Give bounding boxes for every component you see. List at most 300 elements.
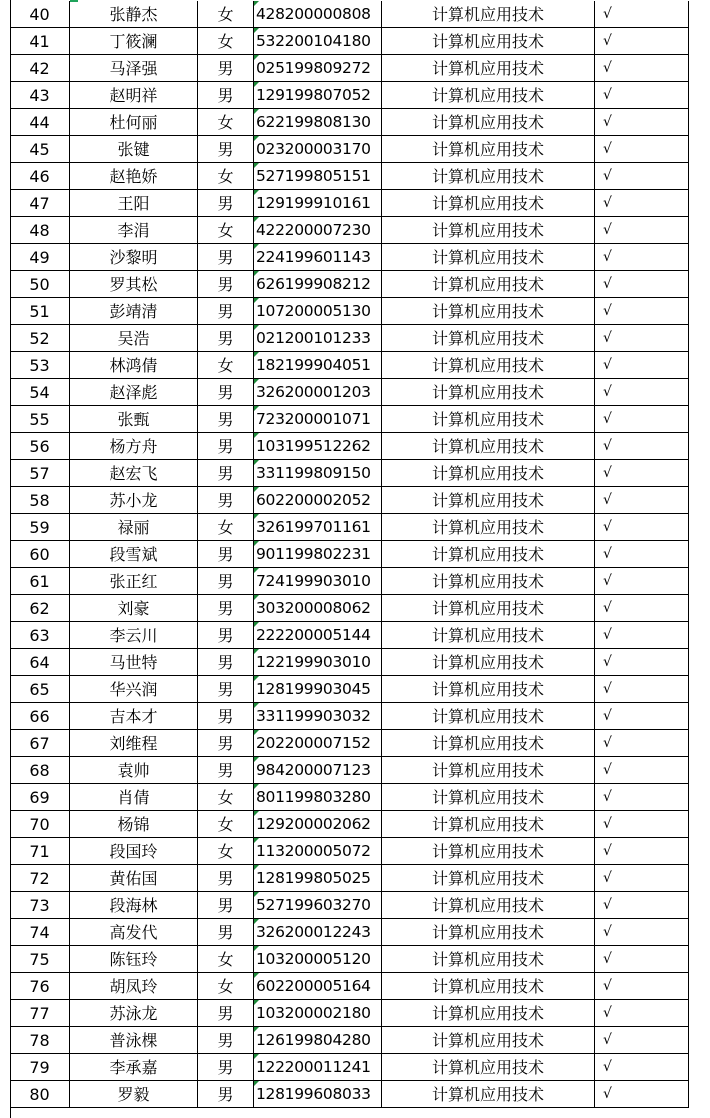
name-cell[interactable]: 肖倩: [70, 784, 198, 811]
table-row: [0, 865, 710, 892]
table-row: [0, 568, 710, 595]
text-format-indicator-icon: [254, 55, 259, 60]
name-cell[interactable]: 袁帅: [70, 757, 198, 784]
name-cell[interactable]: 彭靖清: [70, 298, 198, 325]
id-number-cell[interactable]: 202200007152: [254, 730, 382, 757]
id-number-cell[interactable]: 023200003170: [254, 136, 382, 163]
major-cell[interactable]: 计算机应用技术: [382, 838, 595, 865]
major-cell[interactable]: 计算机应用技术: [382, 55, 595, 82]
major-cell[interactable]: 计算机应用技术: [382, 1054, 595, 1081]
checkmark-cell[interactable]: √: [595, 919, 689, 946]
name-cell[interactable]: 张正红: [70, 568, 198, 595]
checkmark-cell[interactable]: √: [595, 433, 689, 460]
checkmark-cell[interactable]: √: [595, 1054, 689, 1081]
gender-cell[interactable]: 女: [198, 217, 254, 244]
table-row: [0, 919, 710, 946]
table-row: [0, 622, 710, 649]
text-format-indicator-icon: [254, 730, 259, 735]
checkmark-cell[interactable]: √: [595, 1000, 689, 1027]
major-cell[interactable]: 计算机应用技术: [382, 973, 595, 1000]
gender-cell[interactable]: 女: [198, 109, 254, 136]
name-cell[interactable]: 吴浩: [70, 325, 198, 352]
id-number-cell[interactable]: 129199910161: [254, 190, 382, 217]
text-format-indicator-icon: [254, 838, 259, 843]
row-number-cell[interactable]: 67: [10, 730, 70, 757]
row-number-cell[interactable]: 53: [10, 352, 70, 379]
name-cell[interactable]: 马泽强: [70, 55, 198, 82]
checkmark-cell[interactable]: √: [595, 406, 689, 433]
table-row: [0, 82, 710, 109]
table-row: [0, 217, 710, 244]
gender-cell[interactable]: 男: [198, 325, 254, 352]
checkmark-cell[interactable]: √: [595, 757, 689, 784]
checkmark-cell[interactable]: √: [595, 379, 689, 406]
checkmark-cell[interactable]: √: [595, 946, 689, 973]
major-cell[interactable]: 计算机应用技术: [382, 352, 595, 379]
table-row: [0, 811, 710, 838]
name-cell[interactable]: 赵宏飞: [70, 460, 198, 487]
major-cell[interactable]: 计算机应用技术: [382, 406, 595, 433]
major-cell[interactable]: 计算机应用技术: [382, 676, 595, 703]
gender-cell[interactable]: 男: [198, 919, 254, 946]
row-number-cell[interactable]: 63: [10, 622, 70, 649]
id-number-cell[interactable]: 527199603270: [254, 892, 382, 919]
checkmark-cell[interactable]: √: [595, 298, 689, 325]
table-row: [0, 946, 710, 973]
row-number-cell[interactable]: 66: [10, 703, 70, 730]
row-number-cell[interactable]: 76: [10, 973, 70, 1000]
id-number-cell[interactable]: 129199807052: [254, 82, 382, 109]
row-number-cell[interactable]: 77: [10, 1000, 70, 1027]
table-row: [0, 271, 710, 298]
name-cell[interactable]: 丁筱澜: [70, 28, 198, 55]
id-number-cell[interactable]: 126199804280: [254, 1027, 382, 1054]
row-number-cell[interactable]: 58: [10, 487, 70, 514]
id-number-cell[interactable]: 122199903010: [254, 649, 382, 676]
gender-cell[interactable]: 女: [198, 28, 254, 55]
table-row: [0, 487, 710, 514]
id-number-cell[interactable]: 622199808130: [254, 109, 382, 136]
id-number-cell[interactable]: 103200002180: [254, 1000, 382, 1027]
name-cell[interactable]: 刘维程: [70, 730, 198, 757]
gender-cell[interactable]: 女: [198, 514, 254, 541]
major-cell[interactable]: 计算机应用技术: [382, 946, 595, 973]
major-cell[interactable]: 计算机应用技术: [382, 730, 595, 757]
table-row: [0, 595, 710, 622]
name-cell[interactable]: 罗其松: [70, 271, 198, 298]
name-cell[interactable]: 马世特: [70, 649, 198, 676]
table-row: [0, 190, 710, 217]
id-number-cell[interactable]: 129200002062: [254, 811, 382, 838]
checkmark-cell[interactable]: √: [595, 1, 689, 28]
checkmark-cell[interactable]: √: [595, 514, 689, 541]
table-row: [0, 1, 710, 28]
text-format-indicator-icon: [254, 514, 259, 519]
row-number-cell[interactable]: 71: [10, 838, 70, 865]
name-cell[interactable]: 高发代: [70, 919, 198, 946]
gender-cell[interactable]: 男: [198, 703, 254, 730]
major-cell[interactable]: 计算机应用技术: [382, 1081, 595, 1108]
id-number-cell[interactable]: 224199601143: [254, 244, 382, 271]
gender-cell[interactable]: 男: [198, 82, 254, 109]
row-number-cell[interactable]: 68: [10, 757, 70, 784]
gender-cell[interactable]: 男: [198, 892, 254, 919]
gender-cell[interactable]: 男: [198, 136, 254, 163]
checkmark-cell[interactable]: √: [595, 622, 689, 649]
gender-cell[interactable]: 男: [198, 622, 254, 649]
name-cell[interactable]: 胡凤玲: [70, 973, 198, 1000]
checkmark-cell[interactable]: √: [595, 811, 689, 838]
id-number-cell[interactable]: 527199805151: [254, 163, 382, 190]
name-cell[interactable]: 苏小龙: [70, 487, 198, 514]
major-cell[interactable]: 计算机应用技术: [382, 379, 595, 406]
checkmark-cell[interactable]: √: [595, 676, 689, 703]
row-number-cell[interactable]: 55: [10, 406, 70, 433]
gender-cell[interactable]: 男: [198, 649, 254, 676]
id-number-cell[interactable]: 602200002052: [254, 487, 382, 514]
major-cell[interactable]: 计算机应用技术: [382, 163, 595, 190]
id-number-cell[interactable]: 724199903010: [254, 568, 382, 595]
name-cell[interactable]: 刘豪: [70, 595, 198, 622]
gender-cell[interactable]: 男: [198, 298, 254, 325]
name-cell[interactable]: 张甄: [70, 406, 198, 433]
checkmark-cell[interactable]: √: [595, 55, 689, 82]
gender-cell[interactable]: 男: [198, 865, 254, 892]
id-number-cell[interactable]: 107200005130: [254, 298, 382, 325]
id-number-cell[interactable]: 532200104180: [254, 28, 382, 55]
row-number-cell[interactable]: 56: [10, 433, 70, 460]
row-number-cell[interactable]: 60: [10, 541, 70, 568]
gender-cell[interactable]: 女: [198, 811, 254, 838]
name-cell[interactable]: 禄丽: [70, 514, 198, 541]
text-format-indicator-icon: [254, 784, 259, 789]
checkmark-cell[interactable]: √: [595, 973, 689, 1000]
text-format-indicator-icon: [254, 757, 259, 762]
major-cell[interactable]: 计算机应用技术: [382, 28, 595, 55]
name-cell[interactable]: 杨方舟: [70, 433, 198, 460]
text-format-indicator-icon: [254, 460, 259, 465]
major-cell[interactable]: 计算机应用技术: [382, 433, 595, 460]
text-format-indicator-icon: [254, 919, 259, 924]
gender-cell[interactable]: 男: [198, 460, 254, 487]
id-number-cell[interactable]: 901199802231: [254, 541, 382, 568]
text-format-indicator-icon: [254, 595, 259, 600]
gender-cell[interactable]: 男: [198, 1027, 254, 1054]
name-cell[interactable]: 赵明祥: [70, 82, 198, 109]
text-format-indicator-icon: [254, 217, 259, 222]
gender-cell[interactable]: 男: [198, 487, 254, 514]
gender-cell[interactable]: 男: [198, 676, 254, 703]
major-cell[interactable]: 计算机应用技术: [382, 325, 595, 352]
major-cell[interactable]: 计算机应用技术: [382, 244, 595, 271]
checkmark-cell[interactable]: √: [595, 568, 689, 595]
table-row: [0, 244, 710, 271]
table-row: [0, 163, 710, 190]
row-number-cell[interactable]: 46: [10, 163, 70, 190]
row-number-cell[interactable]: 41: [10, 28, 70, 55]
row-number-cell[interactable]: 43: [10, 82, 70, 109]
id-number-cell[interactable]: 331199809150: [254, 460, 382, 487]
row-number-cell[interactable]: 42: [10, 55, 70, 82]
major-cell[interactable]: 计算机应用技术: [382, 460, 595, 487]
checkmark-cell[interactable]: √: [595, 595, 689, 622]
row-number-cell[interactable]: 52: [10, 325, 70, 352]
major-cell[interactable]: 计算机应用技术: [382, 568, 595, 595]
row-number-cell[interactable]: 47: [10, 190, 70, 217]
row-number-cell[interactable]: 44: [10, 109, 70, 136]
table-row: [0, 838, 710, 865]
row-number-cell[interactable]: 79: [10, 1054, 70, 1081]
table-row: [0, 298, 710, 325]
checkmark-cell[interactable]: √: [595, 163, 689, 190]
name-cell[interactable]: 沙黎明: [70, 244, 198, 271]
major-cell[interactable]: 计算机应用技术: [382, 865, 595, 892]
row-number-cell[interactable]: 64: [10, 649, 70, 676]
id-number-cell[interactable]: 128199805025: [254, 865, 382, 892]
row-number-cell[interactable]: 62: [10, 595, 70, 622]
text-format-indicator-icon: [254, 946, 259, 951]
checkmark-cell[interactable]: √: [595, 784, 689, 811]
major-cell[interactable]: 计算机应用技术: [382, 514, 595, 541]
name-cell[interactable]: 赵泽彪: [70, 379, 198, 406]
major-cell[interactable]: 计算机应用技术: [382, 1027, 595, 1054]
id-number-cell[interactable]: 422200007230: [254, 217, 382, 244]
checkmark-cell[interactable]: √: [595, 865, 689, 892]
row-number-cell[interactable]: 74: [10, 919, 70, 946]
checkmark-cell[interactable]: √: [595, 352, 689, 379]
id-number-cell[interactable]: 128199608033: [254, 1081, 382, 1108]
gender-cell[interactable]: 男: [198, 757, 254, 784]
gender-cell[interactable]: 女: [198, 784, 254, 811]
row-number-cell[interactable]: 51: [10, 298, 70, 325]
gender-cell[interactable]: 男: [198, 541, 254, 568]
table-row: [0, 460, 710, 487]
major-cell[interactable]: 计算机应用技术: [382, 271, 595, 298]
name-cell[interactable]: 王阳: [70, 190, 198, 217]
name-cell[interactable]: 李云川: [70, 622, 198, 649]
gender-cell[interactable]: 女: [198, 352, 254, 379]
gender-cell[interactable]: 男: [198, 55, 254, 82]
gender-cell[interactable]: 男: [198, 406, 254, 433]
table-row: [0, 55, 710, 82]
text-format-indicator-icon: [254, 190, 259, 195]
gender-cell[interactable]: 男: [198, 1054, 254, 1081]
gender-cell[interactable]: 男: [198, 433, 254, 460]
id-number-cell[interactable]: 326199701161: [254, 514, 382, 541]
text-format-indicator-icon: [254, 136, 259, 141]
checkmark-cell[interactable]: √: [595, 271, 689, 298]
table-row: [0, 649, 710, 676]
id-number-cell[interactable]: 326200012243: [254, 919, 382, 946]
id-number-cell[interactable]: 428200000808: [254, 1, 382, 28]
text-format-indicator-icon: [254, 811, 259, 816]
name-cell[interactable]: 苏泳龙: [70, 1000, 198, 1027]
gender-cell[interactable]: 男: [198, 1000, 254, 1027]
text-format-indicator-icon: [254, 865, 259, 870]
table-row: [0, 1000, 710, 1027]
major-cell[interactable]: 计算机应用技术: [382, 892, 595, 919]
major-cell[interactable]: 计算机应用技术: [382, 703, 595, 730]
checkmark-cell[interactable]: √: [595, 28, 689, 55]
id-number-cell[interactable]: 303200008062: [254, 595, 382, 622]
id-number-cell[interactable]: 103199512262: [254, 433, 382, 460]
checkmark-cell[interactable]: √: [595, 217, 689, 244]
major-cell[interactable]: 计算机应用技术: [382, 217, 595, 244]
major-cell[interactable]: 计算机应用技术: [382, 919, 595, 946]
text-format-indicator-icon: [254, 649, 259, 654]
major-cell[interactable]: 计算机应用技术: [382, 649, 595, 676]
checkmark-cell[interactable]: √: [595, 325, 689, 352]
checkmark-cell[interactable]: √: [595, 190, 689, 217]
checkmark-cell[interactable]: √: [595, 1027, 689, 1054]
row-number-cell[interactable]: 40: [10, 1, 70, 28]
name-cell[interactable]: 张静杰: [70, 1, 198, 28]
major-cell[interactable]: 计算机应用技术: [382, 1000, 595, 1027]
row-number-cell[interactable]: 50: [10, 271, 70, 298]
text-format-indicator-icon: [254, 892, 259, 897]
checkmark-cell[interactable]: √: [595, 460, 689, 487]
row-number-cell[interactable]: 48: [10, 217, 70, 244]
row-number-cell[interactable]: 70: [10, 811, 70, 838]
text-format-indicator-icon: [254, 325, 259, 330]
text-format-indicator-icon: [254, 406, 259, 411]
id-number-cell[interactable]: 626199908212: [254, 271, 382, 298]
row-number-cell[interactable]: 57: [10, 460, 70, 487]
id-number-cell[interactable]: 326200001203: [254, 379, 382, 406]
table-row: [0, 379, 710, 406]
checkmark-cell[interactable]: √: [595, 838, 689, 865]
major-cell[interactable]: 计算机应用技术: [382, 298, 595, 325]
major-cell[interactable]: 计算机应用技术: [382, 82, 595, 109]
major-cell[interactable]: 计算机应用技术: [382, 190, 595, 217]
name-cell[interactable]: 吉本才: [70, 703, 198, 730]
gender-cell[interactable]: 男: [198, 568, 254, 595]
gender-cell[interactable]: 男: [198, 595, 254, 622]
checkmark-cell[interactable]: √: [595, 82, 689, 109]
checkmark-cell[interactable]: √: [595, 109, 689, 136]
row-number-cell[interactable]: 80: [10, 1081, 70, 1108]
major-cell[interactable]: 计算机应用技术: [382, 109, 595, 136]
checkmark-cell[interactable]: √: [595, 730, 689, 757]
table-row: [0, 406, 710, 433]
gender-cell[interactable]: 女: [198, 163, 254, 190]
name-cell[interactable]: 李涓: [70, 217, 198, 244]
text-format-indicator-icon: [254, 244, 259, 249]
name-cell[interactable]: 罗毅: [70, 1081, 198, 1108]
major-cell[interactable]: 计算机应用技术: [382, 487, 595, 514]
table-row: [0, 784, 710, 811]
name-cell[interactable]: 李承嘉: [70, 1054, 198, 1081]
name-cell[interactable]: 杨锦: [70, 811, 198, 838]
row-number-cell[interactable]: 72: [10, 865, 70, 892]
table-row: [0, 514, 710, 541]
checkmark-cell[interactable]: √: [595, 541, 689, 568]
id-number-cell[interactable]: 222200005144: [254, 622, 382, 649]
major-cell[interactable]: 计算机应用技术: [382, 1, 595, 28]
id-number-cell[interactable]: 128199903045: [254, 676, 382, 703]
gender-cell[interactable]: 女: [198, 973, 254, 1000]
id-number-cell[interactable]: 984200007123: [254, 757, 382, 784]
checkmark-cell[interactable]: √: [595, 649, 689, 676]
id-number-cell[interactable]: 801199803280: [254, 784, 382, 811]
name-cell[interactable]: 黄佑国: [70, 865, 198, 892]
row-number-cell[interactable]: 45: [10, 136, 70, 163]
row-number-cell[interactable]: 69: [10, 784, 70, 811]
row-number-cell[interactable]: 78: [10, 1027, 70, 1054]
gender-cell[interactable]: 男: [198, 379, 254, 406]
id-number-cell[interactable]: 025199809272: [254, 55, 382, 82]
major-cell[interactable]: 计算机应用技术: [382, 757, 595, 784]
name-cell[interactable]: 段雪斌: [70, 541, 198, 568]
row-number-cell[interactable]: 59: [10, 514, 70, 541]
id-number-cell[interactable]: 182199904051: [254, 352, 382, 379]
gender-cell[interactable]: 男: [198, 730, 254, 757]
id-number-cell[interactable]: 723200001071: [254, 406, 382, 433]
row-number-cell[interactable]: 75: [10, 946, 70, 973]
row-number-cell[interactable]: 49: [10, 244, 70, 271]
table-row: [0, 28, 710, 55]
gender-cell[interactable]: 女: [198, 946, 254, 973]
id-number-cell[interactable]: 122200011241: [254, 1054, 382, 1081]
text-format-indicator-icon: [254, 1027, 259, 1032]
text-format-indicator-icon: [254, 973, 259, 978]
major-cell[interactable]: 计算机应用技术: [382, 541, 595, 568]
name-cell[interactable]: 赵艳娇: [70, 163, 198, 190]
major-cell[interactable]: 计算机应用技术: [382, 622, 595, 649]
text-format-indicator-icon: [254, 379, 259, 384]
gender-cell[interactable]: 男: [198, 1081, 254, 1108]
table-row: [0, 136, 710, 163]
major-cell[interactable]: 计算机应用技术: [382, 595, 595, 622]
table-row: [0, 730, 710, 757]
id-number-cell[interactable]: 602200005164: [254, 973, 382, 1000]
name-cell[interactable]: 华兴润: [70, 676, 198, 703]
gender-cell[interactable]: 男: [198, 190, 254, 217]
gender-cell[interactable]: 女: [198, 1, 254, 28]
table-row: [0, 109, 710, 136]
name-cell[interactable]: 杜何丽: [70, 109, 198, 136]
checkmark-cell[interactable]: √: [595, 892, 689, 919]
id-number-cell[interactable]: 331199903032: [254, 703, 382, 730]
id-number-cell[interactable]: 113200005072: [254, 838, 382, 865]
name-cell[interactable]: 张键: [70, 136, 198, 163]
name-cell[interactable]: 陈钰玲: [70, 946, 198, 973]
row-number-cell[interactable]: 54: [10, 379, 70, 406]
name-cell[interactable]: 普泳棵: [70, 1027, 198, 1054]
id-number-cell[interactable]: 103200005120: [254, 946, 382, 973]
gender-cell[interactable]: 男: [198, 271, 254, 298]
gender-cell[interactable]: 男: [198, 244, 254, 271]
major-cell[interactable]: 计算机应用技术: [382, 136, 595, 163]
name-cell[interactable]: 林鸿倩: [70, 352, 198, 379]
major-cell[interactable]: 计算机应用技术: [382, 784, 595, 811]
checkmark-cell[interactable]: √: [595, 244, 689, 271]
row-number-cell[interactable]: 61: [10, 568, 70, 595]
table-row: [0, 973, 710, 1000]
checkmark-cell[interactable]: √: [595, 487, 689, 514]
gender-cell[interactable]: 女: [198, 838, 254, 865]
name-cell[interactable]: 段国玲: [70, 838, 198, 865]
major-cell[interactable]: 计算机应用技术: [382, 811, 595, 838]
checkmark-cell[interactable]: √: [595, 1081, 689, 1108]
checkmark-cell[interactable]: √: [595, 136, 689, 163]
id-number-cell[interactable]: 021200101233: [254, 325, 382, 352]
row-number-cell[interactable]: 65: [10, 676, 70, 703]
checkmark-cell[interactable]: √: [595, 703, 689, 730]
name-cell[interactable]: 段海林: [70, 892, 198, 919]
row-number-cell[interactable]: 73: [10, 892, 70, 919]
table-row: [0, 757, 710, 784]
